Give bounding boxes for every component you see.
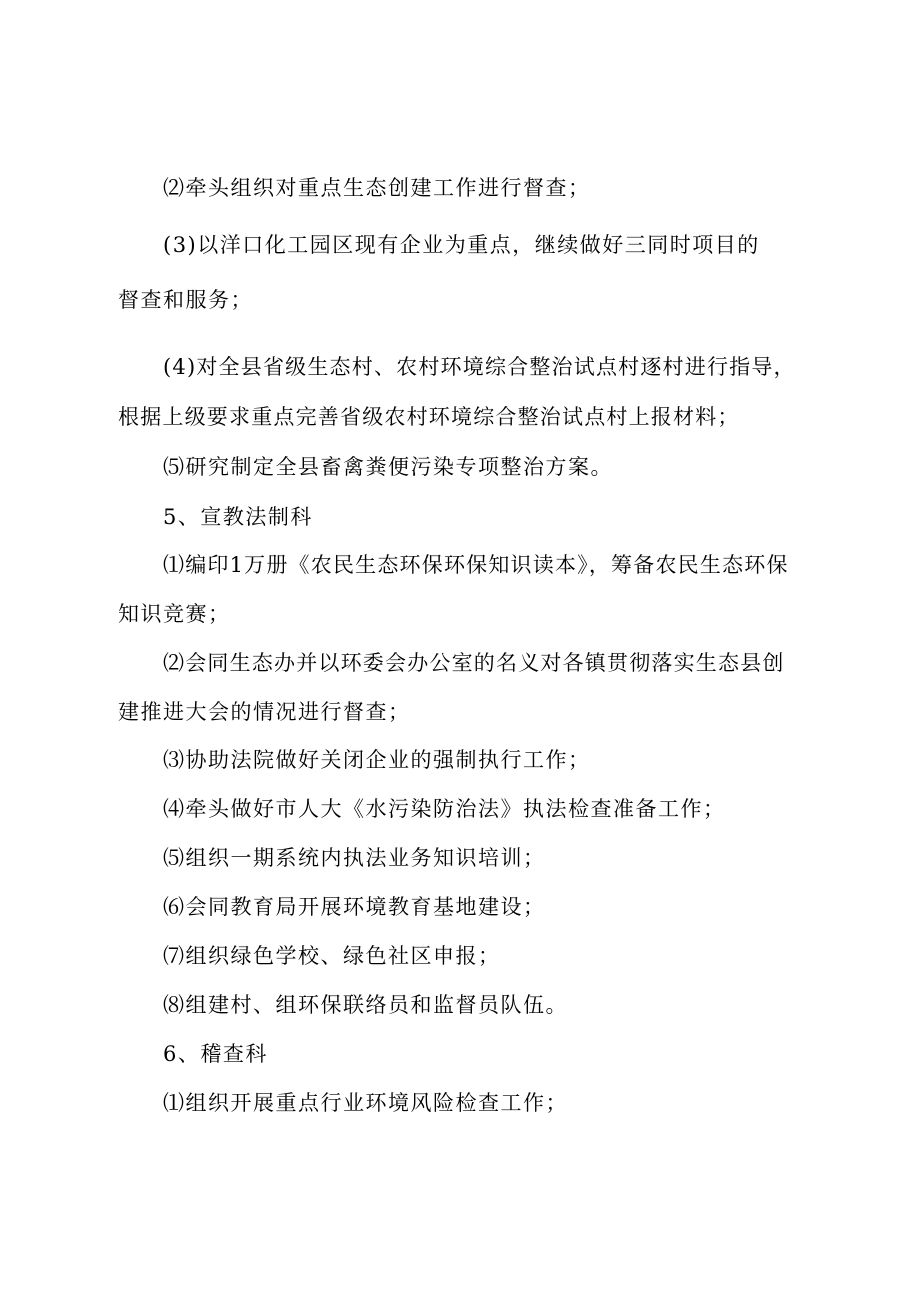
text-line-19: ⑴组织开展重点行业环境风险检查工作；: [163, 1091, 568, 1115]
text-line-17: ⑻组建村、组环保联络员和监督员队伍。: [163, 993, 568, 1017]
text-line-12: ⑶协助法院做好关闭企业的强制执行工作；: [163, 748, 591, 772]
text-line-5: 根据上级要求重点完善省级农村环境综合整治试点村上报材料；: [118, 405, 740, 429]
text-line-15: ⑹会同教育局开展环境教育基地建设；: [163, 895, 546, 919]
text-line-9: 知识竞赛；: [118, 602, 231, 626]
section-heading-6: 6、稽查科: [163, 1042, 268, 1066]
section-heading-5: 5、宣教法制科: [163, 505, 313, 529]
text-line-8: ⑴编印1万册《农民生态环保环保知识读本》，筹备农民生态环保: [163, 553, 789, 577]
text-line-13: ⑷牵头做好市人大《水污染防治法》执法检查准备工作；: [163, 797, 726, 821]
text-line-10: ⑵会同生态办并以环委会办公室的名义对各镇贯彻落实生态县创: [163, 651, 785, 675]
text-line-1: ⑵牵头组织对重点生态创建工作进行督查；: [163, 176, 591, 200]
text-line-6: ⑸研究制定全县畜禽粪便污染专项整治方案。: [163, 455, 613, 479]
text-line-11: 建推进大会的情况进行督查；: [118, 700, 411, 724]
text-line-14: ⑸组织一期系统内执法业务知识培训；: [163, 846, 546, 870]
text-line-2: (3)以洋口化工园区现有企业为重点，继续做好三同时项目的: [163, 233, 760, 257]
text-line-16: ⑺组织绿色学校、绿色社区申报；: [163, 944, 501, 968]
text-line-4: (4)对全县省级生态村、农村环境综合整治试点村逐村进行指导，: [163, 355, 796, 379]
text-line-3: 督查和服务；: [118, 288, 253, 312]
